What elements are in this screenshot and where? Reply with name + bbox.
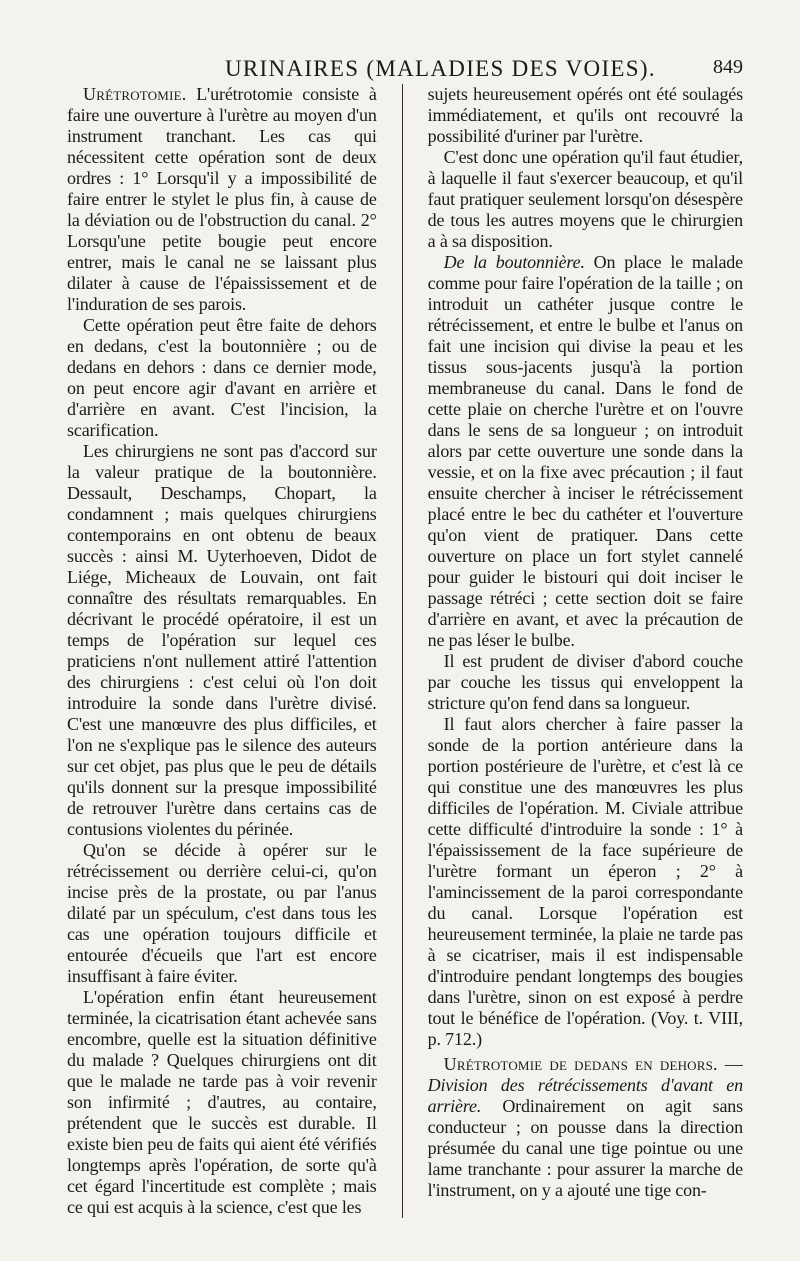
paragraph-text: On place le malade comme pour faire l'opération de la taille ; on introduit un cathéter jusque contre le rétrécissement, et entre le bulbe et l'anus on fait une incision qui divise la peau et les tissus sous-jacents jusqu'à la portion membraneuse du canal. Dans le fond de cette plaie on cherche l'urètre et on l'ouvre dans le sens de sa longueur ; on introduit alors par cette ouverture une sonde dans la vessie, et on la fixe avec précaution ; il faut ensuite chercher à inciser le rétrécissement placé entre le bec du cathéter et l'ouverture qu'on vient de pratiquer. Dans cette ouverture on place un fort stylet cannelé pour guider le bistouri qui doit inciser le passage rétréci ; cette section doit se faire d'arrière en avant, et avec la précaution de ne pas léser le bulbe. [427, 252, 743, 650]
paragraph-text: Ordinairement on agit sans conducteur ; on pousse dans la direction présumée du canal une tige pointue ou une lame tranchante : pour assurer la marche de l'instrument, on y a ajouté une tige con- [427, 1096, 743, 1200]
paragraph: Qu'on se décide à opérer sur le rétrécissement ou derrière celui-ci, qu'on incise près de la prostate, ou par l'anus dilaté par un spéculum, c'est dans tous les cas une opération toujours difficile et entourée d'écueils que l'art est encore insuffisant à faire éviter. [67, 840, 377, 986]
column-divider [402, 84, 403, 1218]
paragraph-urethrotomy [67, 84, 377, 315]
section-heading-urethrotomy-inside-out: Urétrotomie de dedans en dehors. — [443, 1054, 743, 1074]
subsection-title: Division des rétrécissements d'avant en arrière. [427, 1075, 743, 1116]
left-column [67, 84, 377, 1218]
paragraph: Cette opération peut être faite de dehors en dedans, c'est la boutonnière ; ou de dedans en dehors : dans ce dernier mode, on peut encore agir d'avant en arrière et d'arrière en avant. C'est l'incision, la scarification. [67, 315, 377, 440]
text-columns [67, 84, 743, 1218]
paragraph: Les chirurgiens ne sont pas d'accord sur la valeur pratique de la boutonnière. Dessault, Deschamps, Chopart, la condamnent ; mais quelques chirurgiens contemporains en ont obtenu de beaux succès : ainsi M. Uyterhoeven, Didot de Liége, Micheaux de Louvain, ont fait connaître des résultats remarquables. En décrivant le procédé opératoire, il est un temps de l'opération sur lequel ces praticiens n'ont nullement attiré l'attention des chirurgiens : c'est celui où l'on doit introduire la sonde dans l'urètre divisé. C'est une manœuvre des plus difficiles, et l'on ne s'explique pas le silence des auteurs sur cet objet, pas plus que le peu de détails qu'ils donnent sur la presque impossibilité de retrouver l'urètre dans certains cas de contusions violentes du périnée. [67, 441, 377, 839]
running-head [67, 50, 743, 84]
paragraph-text: L'urétrotomie consiste à faire une ouverture à l'urètre au moyen d'un instrument tranchant. Les cas qui nécessitent cette opération sont de deux ordres : 1° Lorsqu'il y a impossibilité de faire entrer le stylet le plus fin, à cause de la déviation ou de l'obstruction du canal. 2° Lorsqu'une petite bougie peut encore entrer, mais le canal ne se laissant plus dilater à cause de l'épaississement et de l'induration de ses parois. [67, 84, 377, 314]
paragraph: L'opération enfin étant heureusement terminée, la cicatrisation étant achevée sans encombre, quelle est la situation définitive du malade ? Quelques chirurgiens ont dit que le malade ne tarde pas à voir revenir son infirmité ; d'autres, au contaire, prétendent que le succès est durable. Il existe bien peu de faits qui aient été vérifiés longtemps après l'opération, de sorte qu'à cet égard l'incertitude est complète ; mais ce qui est acquis à la science, c'est que les [67, 987, 377, 1217]
paragraph: Il est prudent de diviser d'abord couche par couche les tissus qui enveloppent la stricture qu'on fend dans sa longueur. [427, 651, 743, 713]
right-column [428, 84, 743, 1218]
section-heading-urethrotomy: Urétrotomie. [83, 84, 187, 104]
paragraph: C'est donc une opération qu'il faut étudier, à laquelle il faut s'exercer beaucoup, et qu'il faut pratiquer seulement lorsqu'on désespère de tous les autres moyens que le chirurgien a à sa disposition. [427, 147, 743, 251]
paragraph: sujets heureusement opérés ont été soulagés immédiatement, et qu'ils ont recouvré la possibilité d'uriner par l'urètre. [427, 84, 743, 146]
paragraph-urethrotomy-inside-out [428, 1054, 743, 1201]
paragraph: Il faut alors chercher à faire passer la sonde de la portion antérieure dans la portion postérieure de l'urètre, et c'est là ce qui constitue une des manœuvres les plus difficiles de l'opération. M. Civiale attribue cette difficulté d'introduire la sonde : 1° à l'épaississement de la face supérieure de l'urètre formant un éperon ; 2° à l'amincissement de la paroi correspondante du canal. Lorsque l'opération est heureusement terminée, la plaie ne tarde pas à se cicatriser, mais il est indispensable d'introduire pendant longtemps des bougies dans l'urètre, sinon on est exposé à perdre tout le bénéfice de l'opération. (Voy. t. VIII, p. 712.) [427, 714, 743, 1049]
paragraph-boutonniere [428, 252, 743, 651]
page-number: 849 [713, 56, 743, 78]
section-heading-boutonniere: De la boutonnière. [443, 252, 585, 272]
page-title: URINAIRES (MALADIES DES VOIES). [225, 56, 656, 81]
